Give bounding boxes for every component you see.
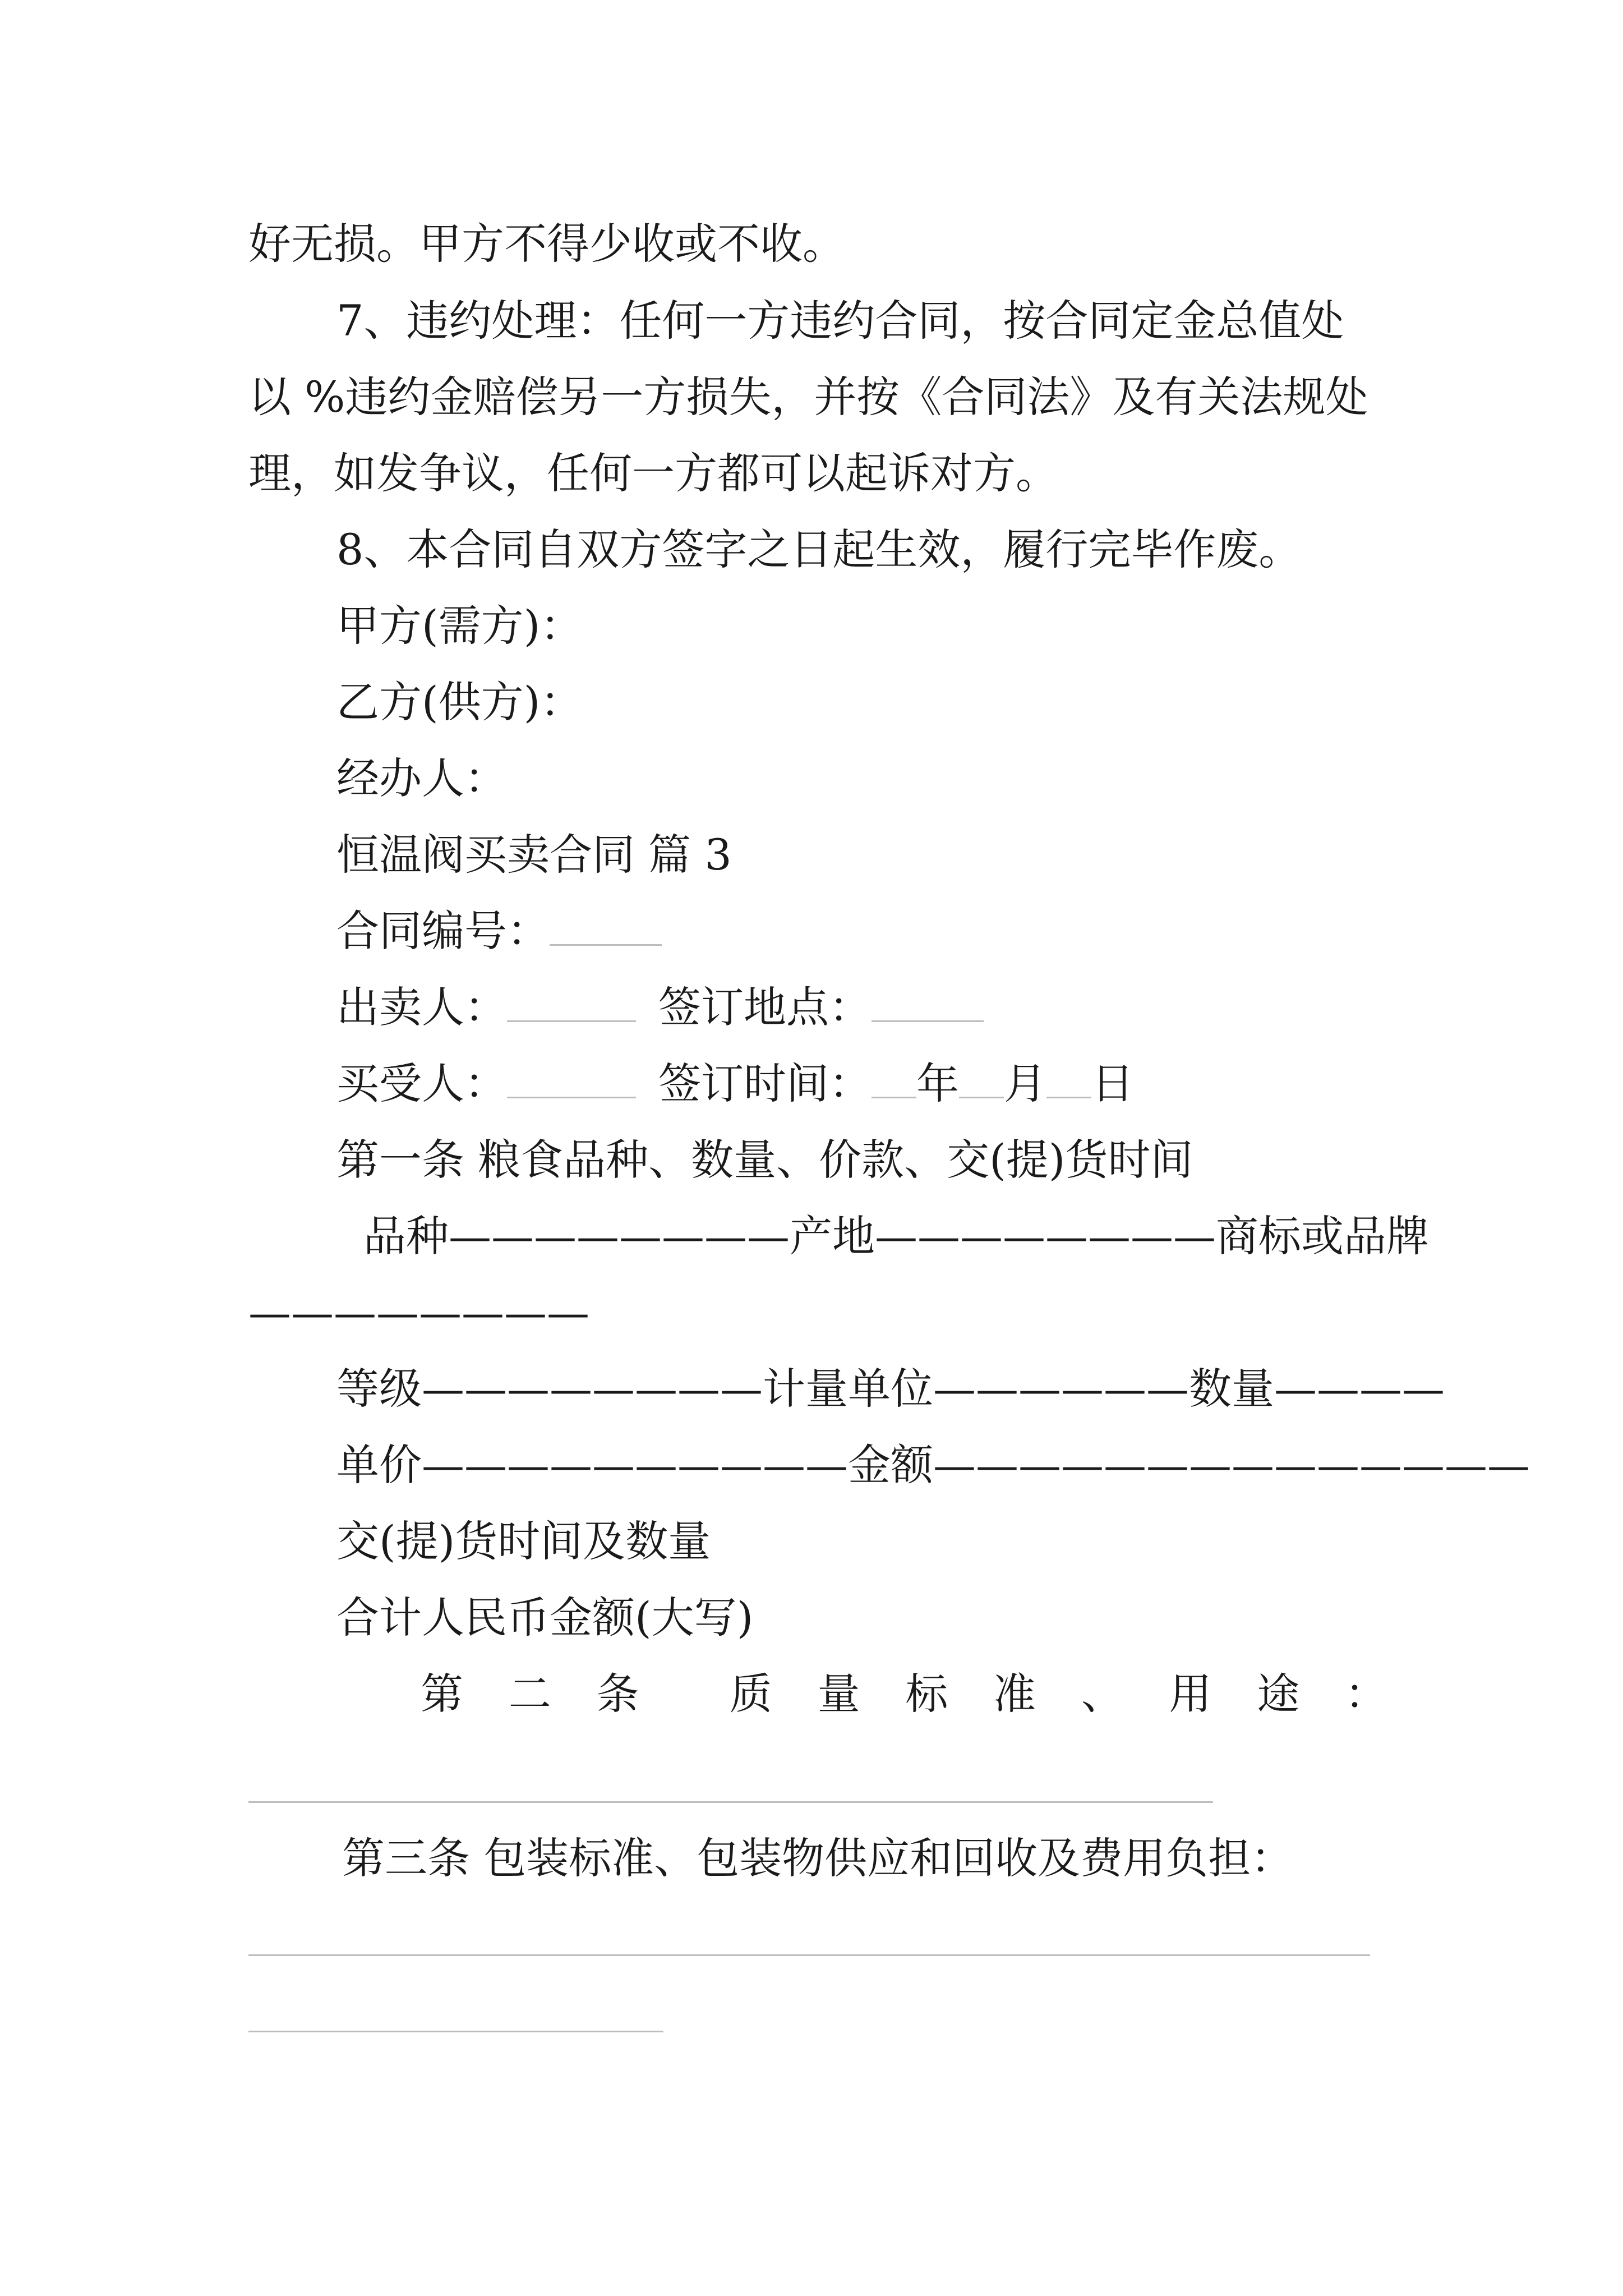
article-2-heading	[421, 1666, 1387, 1722]
article-2-char: 、	[1081, 1669, 1124, 1719]
article-3-heading: 第三条 包装标准、包装物供应和回收及费用负担：	[342, 1833, 1294, 1883]
day-blank	[1046, 1062, 1091, 1098]
grade-line: 等级————————计量单位——————数量————	[336, 1364, 1445, 1414]
article-2-char: 质	[729, 1669, 772, 1719]
dash-fill: ————————	[449, 1211, 790, 1261]
year-label: 年	[916, 1059, 959, 1108]
dash-line: ————————	[248, 1287, 589, 1337]
origin-char: 产	[790, 1211, 832, 1261]
article-2-char: 标	[905, 1669, 948, 1719]
fill-in-rule	[248, 1954, 1370, 1956]
brand-char: 牌	[1386, 1211, 1429, 1261]
text-line: 好无损。甲方不得少收或不收。	[248, 219, 845, 269]
contract-number-label: 合同编号：	[336, 906, 550, 956]
buyer-label: 买受人：	[336, 1059, 507, 1108]
section-heading: 恒温阀买卖合同 篇 3	[336, 830, 732, 880]
variety-char: 种	[406, 1211, 449, 1261]
brand-char: 标	[1258, 1211, 1301, 1261]
delivery-line: 交(提)货时间及数量	[336, 1516, 711, 1566]
brand-char: 品	[1344, 1211, 1386, 1261]
seller-label: 出卖人：	[336, 982, 507, 1032]
article-2-char: 用	[1169, 1669, 1212, 1719]
variety-char: 品	[363, 1211, 406, 1261]
article-2-char: 条	[596, 1669, 639, 1719]
dash-fill: ————————	[875, 1211, 1216, 1261]
clause-8: 8、本合同自双方签字之日起生效，履行完毕作废。	[336, 524, 1302, 574]
day-label: 日	[1091, 1059, 1134, 1108]
clause-7-line-2: 以 %违约金赔偿另一方损失，并按《合同法》及有关法规处	[248, 372, 1368, 422]
fill-in-rule	[248, 1801, 1213, 1803]
agent-label: 经办人：	[336, 753, 507, 803]
month-blank	[959, 1062, 1004, 1098]
contract-number-blank	[550, 909, 662, 946]
brand-char: 或	[1301, 1211, 1344, 1261]
article-2-char: ：	[1344, 1669, 1387, 1719]
brand-char: 商	[1216, 1211, 1258, 1261]
seller-blank	[507, 986, 636, 1022]
article-2-char: 第	[421, 1669, 463, 1719]
sign-time-label: 签订时间：	[658, 1059, 872, 1108]
seller-line	[336, 979, 984, 1036]
origin-char: 地	[832, 1211, 875, 1261]
buyer-line	[336, 1056, 1134, 1112]
party-b-label: 乙方(供方)：	[336, 677, 583, 727]
article-1-heading: 第一条 粮食品种、数量、价款、交(提)货时间	[336, 1135, 1193, 1185]
clause-7-line-1: 7、违约处理：任何一方违约合同，按合同定金总值处	[336, 296, 1344, 346]
party-a-label: 甲方(需方)：	[336, 601, 583, 651]
article-2-char: 途	[1257, 1669, 1300, 1719]
buyer-blank	[507, 1062, 636, 1098]
unit-price-line: 单价——————————金额——————————————	[336, 1440, 1530, 1490]
sign-place-label: 签订地点：	[658, 982, 872, 1032]
article-2-char: 量	[817, 1669, 860, 1719]
article-2-char: 准	[993, 1669, 1036, 1719]
contract-number-line	[336, 903, 662, 959]
year-blank	[872, 1062, 916, 1098]
clause-7-line-3: 理，如发争议，任何一方都可以起诉对方。	[248, 448, 1058, 498]
article-2-char: 二	[508, 1669, 551, 1719]
month-label: 月	[1004, 1059, 1046, 1108]
fill-in-rule	[248, 2031, 663, 2032]
sign-place-blank	[872, 986, 984, 1022]
variety-line	[363, 1208, 1429, 1264]
total-amount-line: 合计人民币金额(大写)	[336, 1593, 754, 1642]
